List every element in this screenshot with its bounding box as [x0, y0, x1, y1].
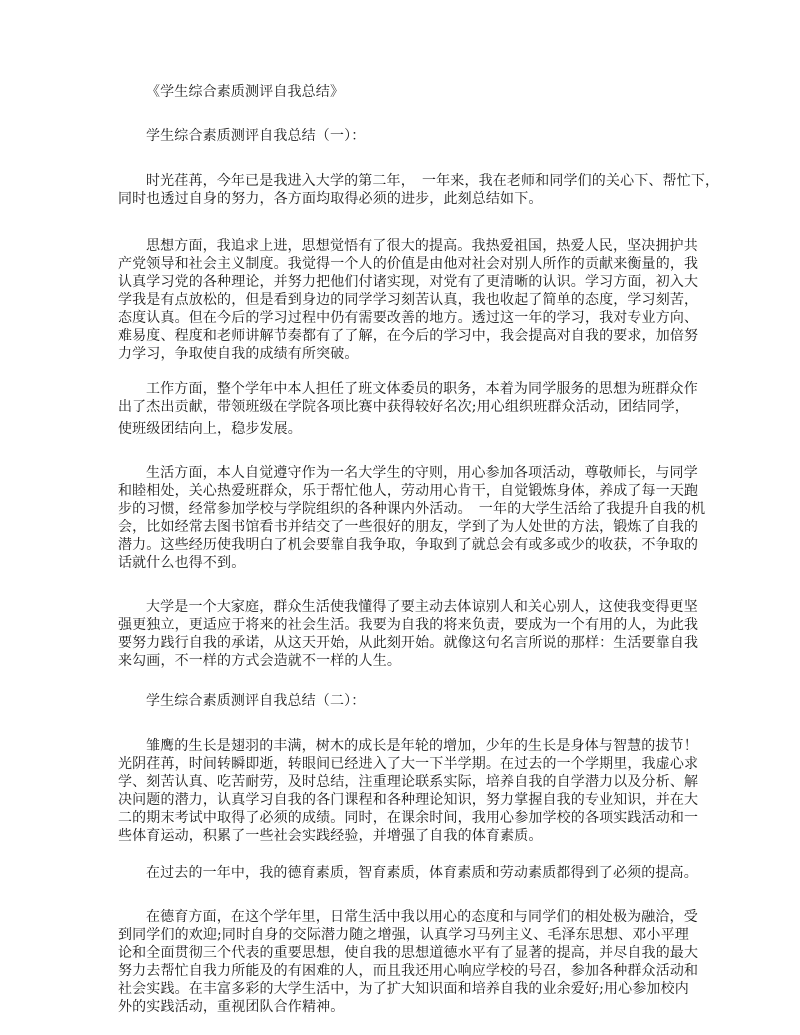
paragraph-line: 产党领导和社会主义制度。我觉得一个人的价值是由他对社会对别人所作的贡献来衡量的，我	[118, 256, 699, 272]
paragraph-line: 强更独立，更适应于将来的社会生活。我要为自我的将来负责，要成为一个有用的人，为此我	[118, 617, 699, 633]
paragraph-line: 会，比如经常去图书馆看书并结交了一些很好的朋友，学到了为人处世的方法，锻炼了自我的	[118, 519, 699, 535]
paragraph-line: 思想方面，我追求上进，思想觉悟有了很大的提高。我热爱祖国，热爱人民，坚决拥护共	[146, 238, 698, 254]
paragraph-line: 同时也透过自身的努力，各方面均取得必须的进步，此刻总结如下。	[118, 191, 543, 207]
paragraph-line: 要努力践行自我的承诺，从这天开始，从此刻开始。就像这句名言所说的那样：生活要靠自我	[118, 635, 699, 651]
paragraph-line: 工作方面，整个学年中本人担任了班文体委员的职务，本着为同学服务的思想为班群众作	[146, 381, 698, 397]
paragraph-line: 大学是一个大家庭，群众生活使我懂得了要主动去体谅别人和关心别人，这使我变得更坚	[146, 599, 698, 615]
paragraph-line: 态度认真。但在今后的学习过程中仍有需要改善的地方。透过这一年的学习，我对专业方向、	[118, 310, 699, 326]
paragraph-line: 认真学习党的各种理论，并努力把他们付诸实现，对党有了更清晰的认识。学习方面，初入大	[118, 274, 699, 290]
paragraph-line: 雏鹰的生长是翅羽的丰满，树木的成长是年轮的增加，少年的生长是身体与智慧的拔节！	[146, 738, 698, 754]
paragraph-line: 社会实践。在丰富多彩的大学生活中，为了扩大知识面和培养自我的业余爱好;用心参加校内	[118, 981, 689, 997]
paragraph-line: 出了杰出贡献，带领班级在学院各项比赛中获得较好名次;用心组织班群众活动，团结同学，	[118, 399, 689, 415]
paragraph-line: 努力去帮忙自我力所能及的有困难的人，而且我还用心响应学校的号召，参加各种群众活动和	[118, 963, 699, 979]
paragraph-line: 来勾画，不一样的方式会造就不一样的人生。	[118, 653, 401, 669]
paragraph-line: 步的习惯，经常参加学校与学院组织的各种课内外活动。 一年的大学生活给了我提升自我的机	[118, 501, 706, 517]
paragraph-line: 到同学们的欢迎;同时自身的交际潜力随之增强，认真学习马列主义、毛泽东思想、邓小平理	[118, 927, 689, 943]
paragraph-line: 论和全面贯彻三个代表的重要思想，使自我的思想道德水平有了显著的提高，并尽自我的最大	[118, 945, 699, 961]
paragraph-line: 些体育运动，积累了一些社会实践经验，并增强了自我的体育素质。	[118, 828, 543, 844]
paragraph-line: 潜力。这些经历使我明白了机会要靠自我争取，争取到了就总会有或多或少的收获，不争取的	[118, 537, 699, 553]
paragraph-line: 学我是有点放松的，但是看到身边的同学学习刻苦认真，我也收起了简单的态度，学习刻苦，	[118, 292, 699, 308]
paragraph-line: 在过去的一年中，我的德育素质，智育素质，体育素质和劳动素质都得到了必须的提高。	[146, 865, 698, 881]
paragraph-line: 决问题的潜力，认真学习自我的各门课程和各种理论知识，努力掌握自我的专业知识，并在大	[118, 792, 699, 808]
paragraph-line: 力学习，争取使自我的成绩有所突破。	[118, 346, 359, 362]
document-title: 《学生综合素质测评自我总结》	[146, 84, 345, 100]
section-heading-2: 学生综合素质测评自我总结（二）：	[146, 693, 366, 709]
paragraph-line: 外的实践活动，重视团队合作精神。	[118, 999, 345, 1015]
paragraph-line: 在德育方面，在这个学年里，日常生活中我以用心的态度和与同学们的相处极为融洽，受	[146, 909, 698, 925]
paragraph-line: 话就什么也得不到。	[118, 555, 246, 571]
paragraph-line: 学、刻苦认真、吃苦耐劳，及时总结，注重理论联系实际，培养自我的自学潜力以及分析、解	[118, 774, 699, 790]
paragraph-line: 和睦相处，关心热爱班群众，乐于帮忙他人，劳动用心肯干，自觉锻炼身体，养成了每一天跑	[118, 483, 699, 499]
paragraph-line: 生活方面，本人自觉遵守作为一名大学生的守则，用心参加各项活动，尊敬师长，与同学	[146, 465, 698, 481]
paragraph-line: 时光荏苒，今年已是我进入大学的第二年， 一年来，我在老师和同学们的关心下、帮忙下，	[146, 173, 720, 189]
section-heading-1: 学生综合素质测评自我总结（一）：	[146, 128, 366, 144]
paragraph-line: 二的期末考试中取得了必须的成绩。同时，在课余时间，我用心参加学校的各项实践活动和一	[118, 810, 699, 826]
paragraph-line: 光阴荏苒，时间转瞬即逝，转眼间已经进入了大一下半学期。在过去的一个学期里，我虚心求	[118, 756, 699, 772]
paragraph-line: 难易度、程度和老师讲解节奏都有了了解，在今后的学习中，我会提高对自我的要求，加倍努	[118, 328, 699, 344]
paragraph-line: 使班级团结向上，稳步发展。	[118, 421, 302, 437]
